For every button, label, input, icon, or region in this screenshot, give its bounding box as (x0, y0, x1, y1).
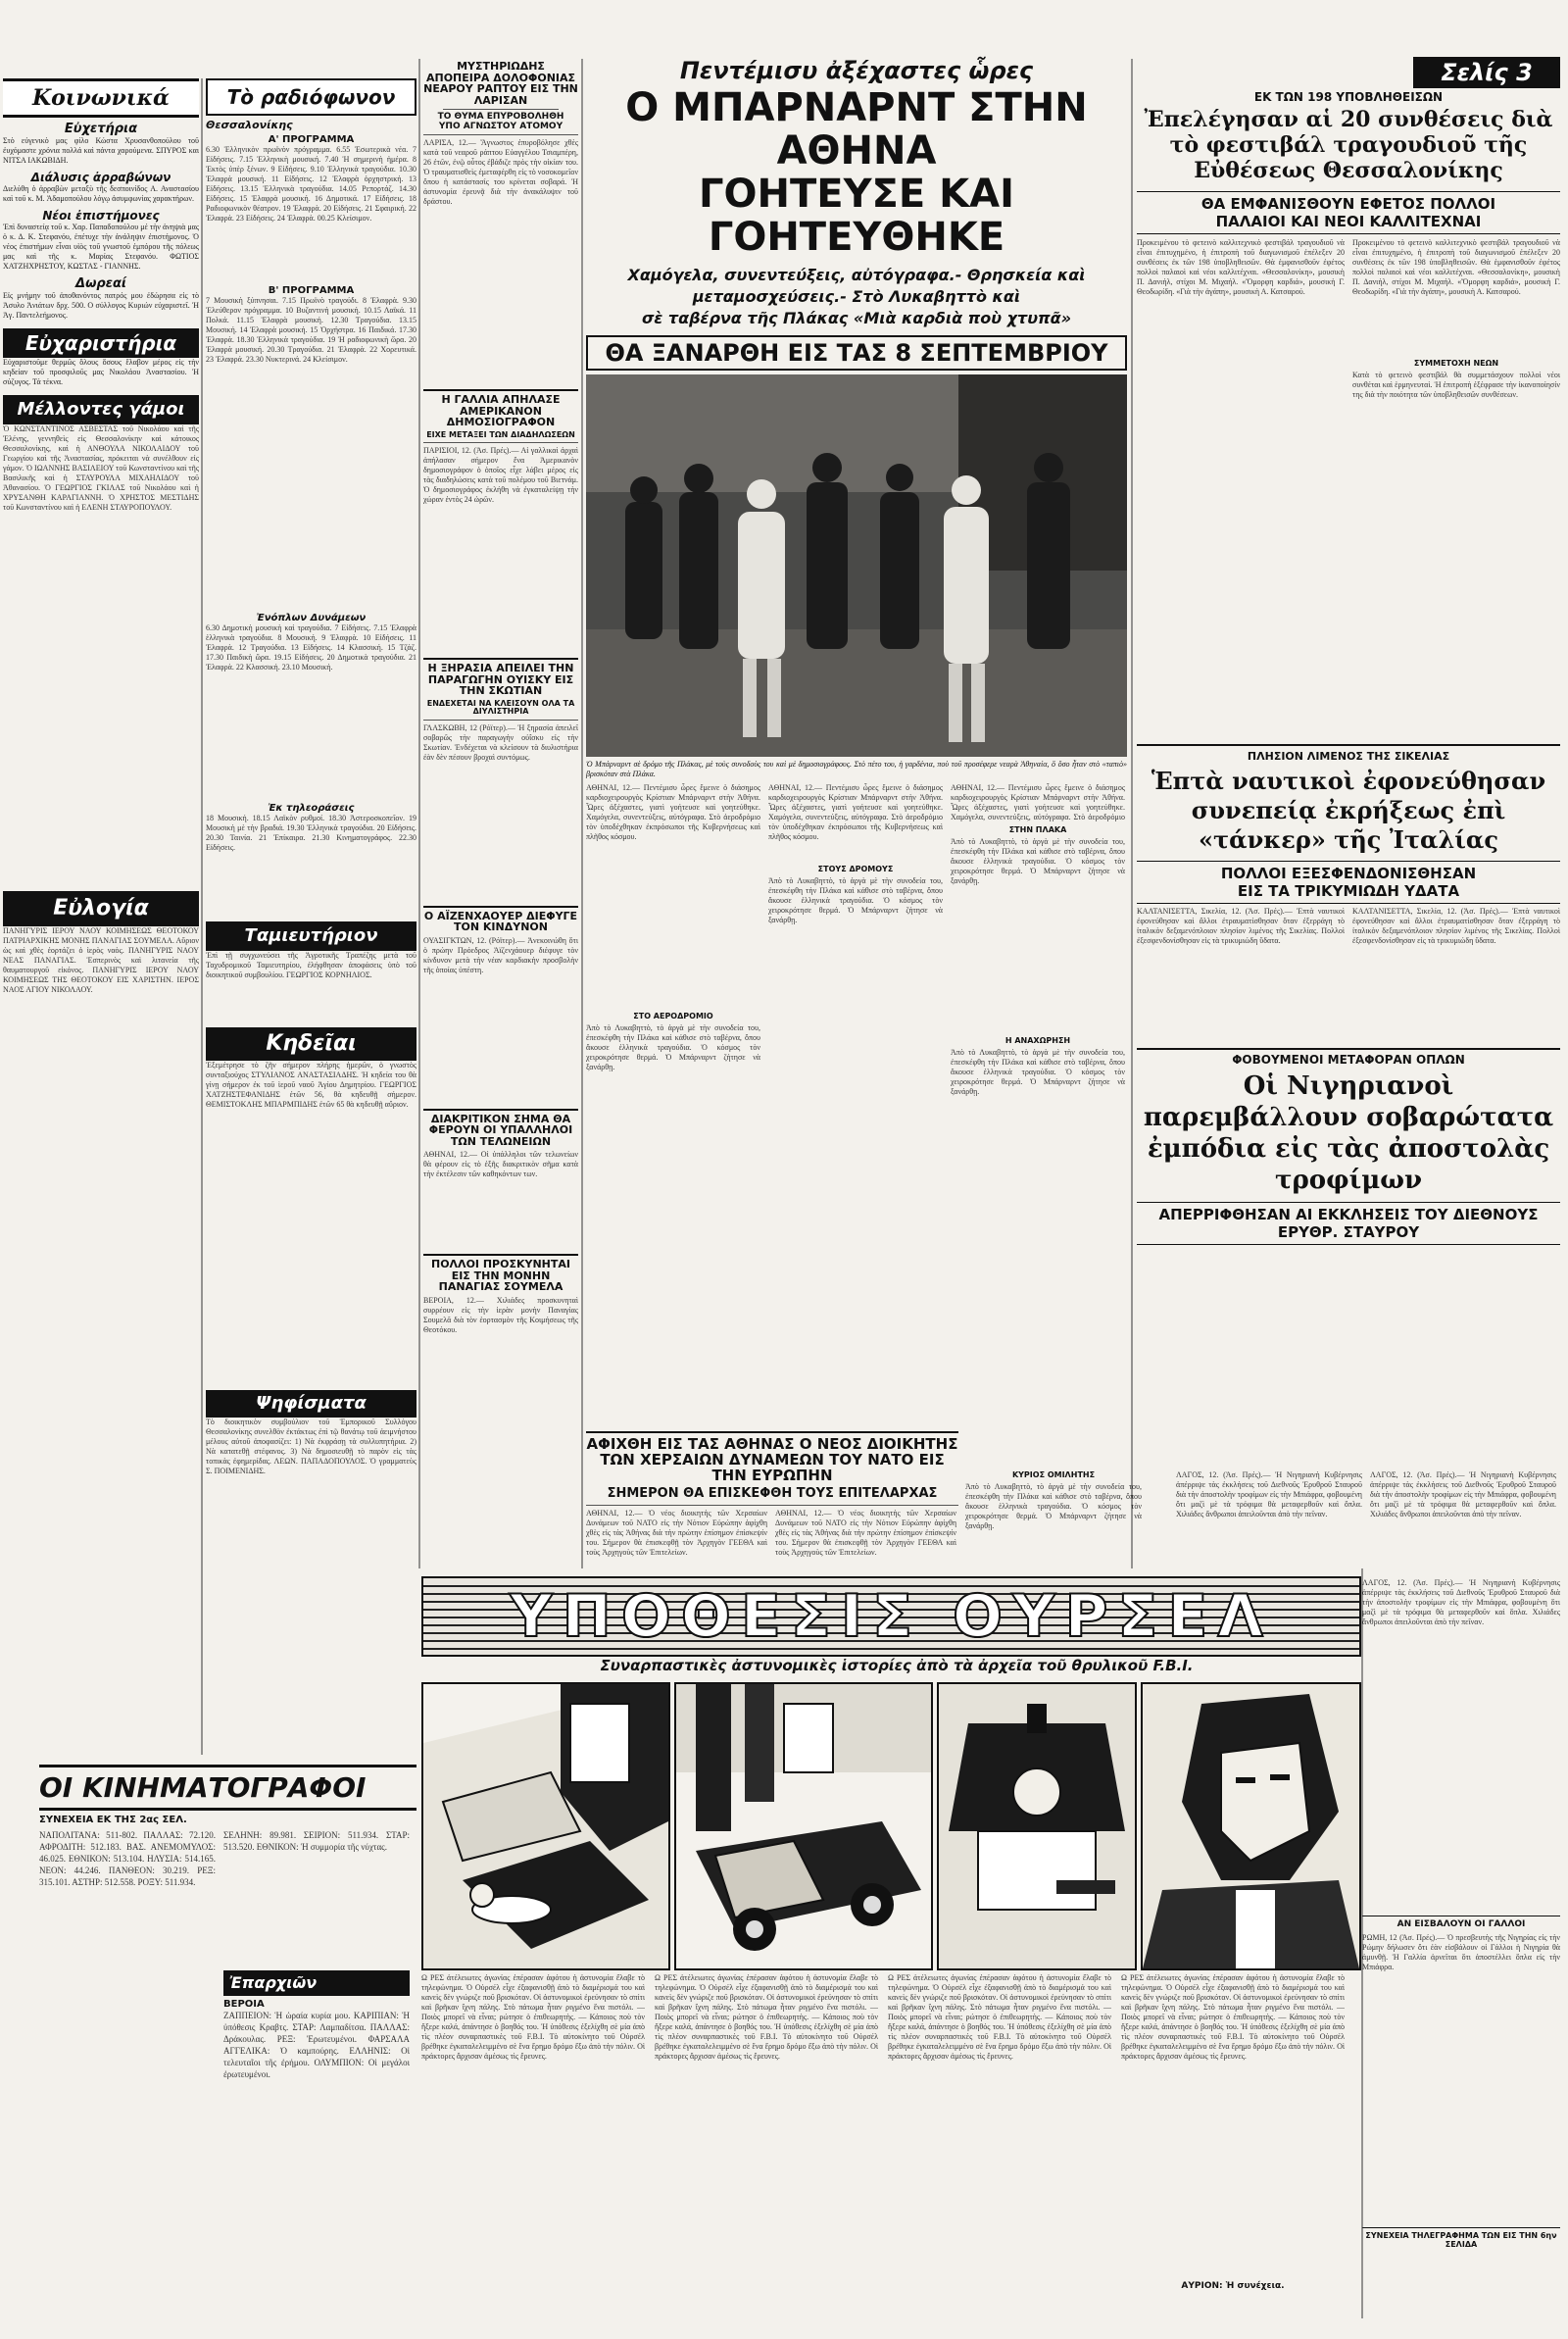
psifismata-title: Ψηφίσματα (206, 1390, 416, 1418)
eychetiria-text: Στὸ εὐγενικὸ μας φίλο Κώστα Χρυσανθοπούλου τοῦ ἐυχόμαστε χρόνια πολλά καὶ πάντα χαρούμενα. ΣΠΥΡΟΣ και ΝΙΤΣΑ ΙΑΚΩΒΙΔΗ. (3, 136, 199, 165)
comic-panel-2-art (676, 1684, 931, 1968)
dorea-heading: Δωρεαί (75, 276, 126, 291)
aizenhauer-headline: Ο ΑΪΖΕΝΧΑΟΥΕΡ ΔΙΕΦΥΓΕ ΤΟΝ ΚΙΝΔΥΝΟΝ (423, 906, 578, 933)
bernard-story (586, 57, 1127, 1229)
comic-story-col2: Ω ΡΕΣ ἀτέλειωτες ἀγωνίας ἐπέρασαν ἀφότου ἡ ἀστυνομία ἔλαβε τὸ τηλεφώνημα. Ὁ Οὐρσέλ εἶχε ἐξαφανισθῇ ἀπὸ τὸ διαμέρισμά του καὶ κανεὶς δὲν γνώριζε ποῦ βρισκόταν. Οἱ ἀστυνομικοὶ ἐρεύνησαν τὸ σπίτι καὶ βρῆκαν ἴχνη πάλης. Στὸ πάτωμα ἦταν ριγμένο ἕνα πιστόλι. — Ποιὸς μπορεῖ νὰ εἶναι; ρώτησε ὁ ἐπιθεωρητὴς. — Κάποιος ποὺ τὸν ἤξερε καλά, ἀπάντησε ὁ βοηθός του. Ἡ ὑπόθεσις ἐξελίχθη σὲ μία ἀπὸ τὶς πλέον συναρπαστικὲς τοῦ F.B.I. Τὸ αὐτοκίνητο τοῦ Οὐρσέλ βρέθηκε ἐγκαταλελειμμένο σὲ ἕνα ἔρημο δρόμο ἔξω ἀπὸ τὴν πόλιν. Οἱ πράκτορες ἄρχισαν ἀμέσως τὶς ἔρευνες. (655, 1973, 878, 2061)
bernard-text-col1b: Ἀπὸ τὸ Λυκαβηττὸ, τὸ ἀργὰ μὲ τὴν συνοδεία του, ἐπεσκέφθη τὴν Πλάκα καὶ κάθισε στὸ ταβέρνα, ὅπου ἄκουσε ἑλληνικὰ τραγούδια. Ὁ κόσμος τὸν χειροκρότησε θερμά. Ὁ Μπάρναρντ ζήτησε νὰ ξανάρθῃ. (586, 1023, 760, 1071)
bernard-headline-1: Ο ΜΠΑΡΝΑΡΝΤ ΣΤΗΝ ΑΘΗΝΑ (625, 85, 1088, 174)
epithesi-sub1: ΤΟ ΘΥΜΑ ΕΠΥΡΟΒΟΛΗΘΗ (437, 112, 564, 123)
comic-footer: ΑΥΡΙΟΝ: Ἡ συνέχεια. (1181, 2281, 1285, 2291)
radio-program-b-text: 7 Μουσικὴ ξύπνησαι. 7.15 Πρωϊνὸ τραγούδι. 8 Ἐλαφρὰ. 9.30 Ἐλεύθερον πρόγραμμα. 10 Βυζαντινὴ μουσική. 10.15 Λαϊκά. 11 Πολκά. 11.15 Ἐλαφρὰ μουσική. 12.30 Τραγούδια. 13.15 Μουσική. 14 Ἐλαφρὰ μουσική. 15 Ὀρχήστρα. 16 Παιδικά. 17.30 Ἐλαφρὰ. 18.30 Ἑλληνικὰ τραγούδια. 19 Ἡ ραδιοφωνικὴ ὥρα. 20 Ἐλαφρὰ μουσική. 20.30 Τραγούδια. 21 Ἐλαφρὰ. 22 Χορευτικά. 23 Ἐλαφρά. 23.30 Νυκτερινά. 24 Κλείσιμον. (206, 296, 416, 364)
comic-panel-1-art (423, 1684, 668, 1968)
bernard-text-col2b: Ἀπὸ τὸ Λυκαβηττὸ, τὸ ἀργὰ μὲ τὴν συνοδεία του, ἐπεσκέφθη τὴν Πλάκα καὶ κάθισε στὸ ταβέρνα, ὅπου ἄκουσε ἑλληνικὰ τραγούδια. Ὁ κόσμος τὸν χειροκρότησε θερμά. Ὁ Μπάρναρντ ζήτησε νὰ ξανάρθῃ. (768, 876, 943, 924)
comic-panel-4-art (1143, 1684, 1359, 1968)
radio-program-b-heading: Β' ΠΡΟΓΡΑΜΜΑ (268, 285, 355, 296)
bernard-subhead-1: Χαμόγελα, συνεντεύξεις, αὐτόγραφα.- Θρησκεία καὶ μεταμοσχεύσεις.- Στὸ Λυκαβηττὸ καὶ (627, 266, 1086, 306)
comic-story-col3: Ω ΡΕΣ ἀτέλειωτες ἀγωνίας ἐπέρασαν ἀφότου ἡ ἀστυνομία ἔλαβε τὸ τηλεφώνημα. Ὁ Οὐρσέλ εἶχε ἐξαφανισθῇ ἀπὸ τὸ διαμέρισμά του καὶ κανεὶς δὲν γνώριζε ποῦ βρισκόταν. Οἱ ἀστυνομικοὶ ἐρεύνησαν τὸ σπίτι καὶ βρῆκαν ἴχνη πάλης. Στὸ πάτωμα ἦταν ριγμένο ἕνα πιστόλι. — Ποιὸς μπορεῖ νὰ εἶναι; ρώτησε ὁ ἐπιθεωρητὴς. — Κάποιος ποὺ τὸν ἤξερε καλά, ἀπάντησε ὁ βοηθός του. Ἡ ὑπόθεσις ἐξελίχθη σὲ μία ἀπὸ τὶς πλέον συναρπαστικὲς τοῦ F.B.I. Τὸ αὐτοκίνητο τοῦ Οὐρσέλ βρέθηκε ἐγκαταλελειμμένο σὲ ἕνα ἔρημο δρόμο ἔξω ἀπὸ τὴν πόλιν. Οἱ πράκτορες ἄρχισαν ἀμέσως τὶς ἔρευνες. (888, 1973, 1111, 2061)
sikelia-kicker: ΠΛΗΣΙΟΝ ΛΙΜΕΝΟΣ ΤΗΣ ΣΙΚΕΛΙΑΣ (1137, 744, 1560, 763)
ksirasia-sub: ΕΝΔΕΧΕΤΑΙ ΝΑ ΚΛΕΙΣΟΥΝ ΟΛΑ ΤΑ ΔΙΥΛΙΣΤΗΡΙΑ (423, 700, 578, 721)
eparchion-title: Ἐπαρχιῶν (223, 1970, 410, 1996)
gallos-heading: ΑΝ ΕΙΣΒΑΛΟΥΝ ΟΙ ΓΑΛΛΟΙ (1362, 1916, 1560, 1929)
eychetiria-heading: Εὐχετήρια (64, 122, 138, 136)
right-column (1137, 57, 1560, 1245)
sikelia-sub1: ΠΟΛΛΟΙ ΕΞΕΣΦΕΝΔΟΝΙΣΘΗΣΑΝ (1137, 861, 1560, 882)
comic-panel-4 (1141, 1682, 1361, 1970)
psifismata-text: Τὸ διοικητικὸν συμβούλιον τοῦ Ἐμπορικοῦ Συλλόγου Θεσσαλονίκης συνελθὸν ἐκτάκτως ἐπὶ τῷ θανάτῳ τοῦ ἀειμνήστου μέλους αὐτοῦ ἀποφασίζει: 1) Νὰ ἐκφράσῃ τὰ συλλυπητήρια. 2) Νὰ κατατεθῇ στέφανος. 3) Νὰ δημοσιευθῇ τὸ παρὸν εἰς τὰς τοπικὰς ἐφημερίδας. ΛΕΩΝ. ΠΑΠΑΔΟΠΟΥΛΟΣ. Ὁ γραμματεὺς Σ. ΠΟΙΜΕΝΙΔΗΣ. (206, 1418, 416, 1475)
comic-story-col4: Ω ΡΕΣ ἀτέλειωτες ἀγωνίας ἐπέρασαν ἀφότου ἡ ἀστυνομία ἔλαβε τὸ τηλεφώνημα. Ὁ Οὐρσέλ εἶχε ἐξαφανισθῇ ἀπὸ τὸ διαμέρισμά του καὶ κανεὶς δὲν γνώριζε ποῦ βρισκόταν. Οἱ ἀστυνομικοὶ ἐρεύνησαν τὸ σπίτι καὶ βρῆκαν ἴχνη πάλης. Στὸ πάτωμα ἦταν ριγμένο ἕνα πιστόλι. — Ποιὸς μπορεῖ νὰ εἶναι; ρώτησε ὁ ἐπιθεωρητὴς. — Κάποιος ποὺ τὸν ἤξερε καλά, ἀπάντησε ὁ βοηθός του. Ἡ ὑπόθεσις ἐξελίχθη σὲ μία ἀπὸ τὶς πλέον συναρπαστικὲς τοῦ F.B.I. Τὸ αὐτοκίνητο τοῦ Οὐρσέλ βρέθηκε ἐγκαταλελειμμένο σὲ ἕνα ἔρημο δρόμο ἔξω ἀπὸ τὴν πόλιν. Οἱ πράκτορες ἄρχισαν ἀμέσως τὶς ἔρευνες. (1121, 1973, 1345, 2061)
sikelia-text-2: ΚΑΛΤΑΝΙΣΕΤΤΑ, Σικελία, 12. (Ἀσ. Πρές).— Ἑπτὰ ναυτικοὶ ἐφονεύθησαν καὶ ἄλλοι ἐτραυματίσθησαν ὅταν ἐξερράγη τὸ ἰταλικὸν δεξαμενόπλοιον πλησίον λιμένος τῆς Σικελίας. Πολλοὶ ἐξεσφενδονίσθησαν εἰς τὰ τρικυμιώδη ὕδατα. (1352, 907, 1560, 945)
comic-panel-1 (421, 1682, 670, 1970)
eylogia-title: Εὐλογία (3, 891, 199, 926)
comic-title-text: ΥΠΟΘΕΣΙΣ ΟΥΡΣΕΛ (510, 1582, 1273, 1651)
nigiria-right-strip (1362, 1578, 1560, 2249)
comic-section (421, 1576, 1357, 2321)
comic-panel-2 (674, 1682, 933, 1970)
nato-text-2: ΑΘΗΝΑΙ, 12.— Ὁ νέος διοικητὴς τῶν Χερσαίων Δυνάμεων τοῦ ΝΑΤΟ εἰς τὴν Νότιον Εὐρώπην ἀφίχθη χθὲς εἰς τὰς Ἀθήνας διὰ τὴν πρώτην ἐπίσημον ἐπίσκεψίν του. Σήμερον θὰ ἐπισκεφθῇ τὸν Ἀρχηγὸν ΓΕΕΘΑ καὶ τοὺς Ἀρχηγοὺς τῶν Ἐπιτελείων. (775, 1508, 956, 1557)
epithesi-sub2: ΥΠΟ ΑΓΝΩΣΤΟΥ ΑΤΟΜΟΥ (423, 123, 578, 135)
dialysis-text: Διελύθη ὁ ἀρραβὼν μεταξὺ τῆς δεσποινίδος Α. Αναστασίου καὶ τοῦ κ. Μ. Ἀδαμοπούλου λόγῳ ἀσυμφωνίας χαρακτήρων. (3, 184, 199, 203)
nigiria-sub: ΑΠΕΡΡΙΦΘΗΣΑΝ ΑΙ ΕΚΚΛΗΣΕΙΣ ΤΟΥ ΔΙΕΘΝΟΥΣ ΕΡΥΘΡ. ΣΤΑΥΡΟΥ (1137, 1202, 1560, 1245)
dorea-text: Εἰς μνήμην τοῦ ἀποθανόντος πατρός μου ἐδώρησα εἰς τὸ Ἀσυλο Ἀνιάτων δρχ. 500. Ο σύλλογος Κυριών εὐχαριστεῖ. Ἡ Ἀγ. Παντελεήμονος. (3, 291, 199, 320)
festival-symmetochi-text: Κατὰ τὸ φετεινὸ φεστιβάλ θὰ συμμετάσχουν πολλοὶ νέοι συνθέται καὶ ἑρμηνευταὶ. Ἡ ἐπιτροπὴ ἐξέφρασε τὴν ἱκανοποίησίν της διὰ τὴν ποιότητα τῶν ὑποβληθεισῶν συνθέσεων. (1352, 371, 1560, 399)
sikelia-text-1: ΚΑΛΤΑΝΙΣΕΤΤΑ, Σικελία, 12. (Ἀσ. Πρές).— Ἑπτὰ ναυτικοὶ ἐφονεύθησαν καὶ ἄλλοι ἐτραυματίσθησαν ὅταν ἐξερράγη τὸ ἰταλικὸν δεξαμενόπλοιον πλησίον λιμένος τῆς Σικελίας. Πολλοὶ ἐξεσφενδονίσθησαν εἰς τὰ τρικυμιώδη ὕδατα. (1137, 907, 1345, 945)
comic-panel-3 (937, 1682, 1137, 1970)
comic-title (421, 1576, 1361, 1657)
kyrios-omilitis-text: Ἀπὸ τὸ Λυκαβηττὸ, τὸ ἀργὰ μὲ τὴν συνοδεία του, ἐπεσκέφθη τὴν Πλάκα καὶ κάθισε στὸ ταβέρνα, ὅπου ἄκουσε ἑλληνικὰ τραγούδια. Ὁ κόσμος τὸν χειροκρότησε θερμά. Ὁ Μπάρναρντ ζήτησε νὰ ξανάρθῃ. (965, 1482, 1142, 1530)
comic-subtitle: Συναρπαστικὲς ἀστυνομικὲς ἱστορίες ἀπὸ τὰ ἀρχεῖα τοῦ θρυλικοῦ F.B.I. (600, 1657, 1194, 1674)
cinemas-list-right: ΣΕΛΗΝΗ: 89.981. ΣΕΙΡΙΟΝ: 511.934. ΣΤΑΡ: 513.520. ΕΘΝΙΚΟΝ: Ἡ συμμορία τῆς νύχτας. (223, 1830, 410, 1852)
galla-sub: ΕΙΧΕ ΜΕΤΑΞΕΙ ΤΩΝ ΔΙΑΔΗΛΩΣΕΩΝ (423, 431, 578, 443)
page-number: Σελίς 3 (1413, 57, 1560, 88)
bernard-heading-anachorisi: Η ΑΝΑΧΩΡΗΣΗ (1004, 1036, 1071, 1045)
tamieftirio-text: Ἐπὶ τῇ συγχωνεύσει τῆς Ἀγροτικῆς Τραπέζης μετὰ τοῦ Ταχυδρομικοῦ Ταμιευτηρίου, ἐλήφθησαν ἀποφάσεις ὑπὸ τοῦ διοικητικοῦ συμβουλίου. ΓΕΩΡΓΙΟΣ ΚΟΡΝΗΛΙΟΣ. (206, 951, 416, 979)
festival-sub1: ΘΑ ΕΜΦΑΝΙΣΘΟΥΝ ΕΦΕΤΟΣ ΠΟΛΛΟΙ (1137, 191, 1560, 213)
radio-enoplon-heading: Ἐνόπλων Δυνάμεων (256, 613, 367, 623)
bernard-text-col3b: Ἀπὸ τὸ Λυκαβηττὸ, τὸ ἀργὰ μὲ τὴν συνοδεία του, ἐπεσκέφθη τὴν Πλάκα καὶ κάθισε στὸ ταβέρνα, ὅπου ἄκουσε ἑλληνικὰ τραγούδια. Ὁ κόσμος τὸν χειροκρότησε θερμά. Ὁ Μπάρναρντ ζήτησε νὰ ξανάρθῃ. (951, 837, 1125, 885)
festival-kicker: ΕΚ ΤΩΝ 198 ΥΠΟΒΛΗΘΕΙΣΩΝ (1253, 90, 1444, 104)
bernard-text-col3c: Ἀπὸ τὸ Λυκαβηττὸ, τὸ ἀργὰ μὲ τὴν συνοδεία του, ἐπεσκέφθη τὴν Πλάκα καὶ κάθισε στὸ ταβέρνα, ὅπου ἄκουσε ἑλληνικὰ τραγούδια. Ὁ κόσμος τὸν χειροκρότησε θερμά. Ὁ Μπάρναρντ ζήτησε νὰ ξανάρθῃ. (951, 1048, 1125, 1096)
radio-tileoraseis-text: 18 Μουσική. 18.15 Λαϊκὸν ρυθμοί. 18.30 Ἀστεροσκοπεῖον. 19 Μουσικὴ μὲ τὴν βραδιά. 19.30 Ἑλληνικὰ τραγούδια. 20 Εἰδήσεις. 20.30 Ταινία. 21 Ἐπίκαιρα. 21.30 Κινηματογράφος. 22.30 Εἰδήσεις. (206, 814, 416, 852)
festival-sub2: ΠΑΛΑΙΟΙ ΚΑΙ ΝΕΟΙ ΚΑΛΛΙΤΕΧΝΑΙ (1137, 213, 1560, 234)
news-column-3 (423, 61, 578, 1463)
bernard-photo (586, 374, 1127, 757)
radio-enoplon-text: 6.30 Δημοτικὴ μουσικὴ καὶ τραγούδια. 7 Εἰδήσεις. 7.15 Ἐλαφρὰ ἑλληνικὰ τραγούδια. 8 Μουσική. 9 Ἐλαφρὰ. 10 Εἰδήσεις. 11 Ἐλαφρὰ. 12 Τραγούδια. 13 Εἰδήσεις. 14 Κλασσική. 15 Τζάζ. 17.30 Παιδικὴ ὥρα. 19.15 Εἰδήσεις. 20 Δημοτικὰ τραγούδια. 21 Ἐλαφρὰ. 22 Κλασσική. 23.10 Μουσική. (206, 623, 416, 672)
bernard-headline-2: ΓΟΗΤΕΥΣΕ ΚΑΙ ΓΟΗΤΕΥΘΗΚΕ (699, 172, 1014, 260)
nigiria-footer: ΣΥΝΕΧΕΙΑ ΤΗΛΕΓΡΑΦΗΜΑ ΤΩΝ ΕΙΣ ΤΗΝ 6ην ΣΕΛΙΔΑ (1362, 2227, 1560, 2249)
bernard-text-col1: ΑΘΗΝΑΙ, 12.— Πεντέμισυ ὧρες ἔμεινε ὁ διάσημος καρδιοχειρουργὸς Κρίστιαν Μπάρναρντ στὴν Ἀθήνα. Ὧρες ἀξέχαστες, γιατὶ γοήτευσε καὶ γοητεύθηκε. Χαμόγελα, συνεντεύξεις, αὐτόγραφα. Στὸ ἀεροδρόμιο τὸν ὑποδέχθηκαν ἐκπρόσωποι τῆς Κυβερνήσεως καὶ πλῆθος κόσμου. (586, 783, 760, 841)
radio-title: Τὸ ραδιόφωνον (206, 78, 416, 116)
festival-text-2: Προκειμένου τὸ φετεινὸ καλλιτεχνικὸ φεστιβάλ τραγουδιοῦ νὰ εἶναι ἐπιτυχημένο, ἡ ἐπιτροπὴ τοῦ διαγωνισμοῦ ἐπέλεξεν 20 συνθέσεις ἐκ τῶν 198 ὑποβληθεισῶν. Θὰ ἐμφανισθοῦν ἐφέτος πολλοὶ παλαιοὶ καὶ νέοι καλλιτέχναι. «Θεσσαλονίκη», μουσικὴ Π. Δανιήλ, στίχοι Μ. Μιχαήλ. «Ὅμορφη καρδιά», μουσικὴ Γ. Θεοδωρίδη. «Γιὰ τὴν ἀγάπη», μουσικὴ Α. Κατσαρού. (1352, 238, 1560, 296)
nigiria-headline: Οἱ Νιγηριανοὶ παρεμβάλλουν σοβαρώτατα ἐμπόδια εἰς τὰς ἀποστολὰς τροφίμων (1143, 1071, 1554, 1195)
galla-text: ΠΑΡΙΣΙΟΙ, 12. (Ἀσ. Πρές).— Αἱ γαλλικαὶ ἀρχαὶ ἀπήλασαν σήμερον ἕνα Ἀμερικανὸν δημοσιογράφον ὁ ὁποῖος εἶχε λάβει μέρος εἰς τὰς διαδηλώσεις κατὰ τοῦ πολέμου τοῦ Βιετνάμ. Ὁ δημοσιογράφος ἐκλήθη νὰ ἐγκαταλείψῃ τὴν χώραν ἐντὸς 24 ὡρῶν. (423, 446, 578, 505)
galla-headline: Η ΓΑΛΛΙΑ ΑΠΗΛΑΣΕ ΑΜΕΡΙΚΑΝΟΝ ΔΗΜΟΣΙΟΓΡΑΦΟΝ (423, 389, 578, 428)
eycharistiria-text: Εὐχαριστοῦμε θερμῶς ὅλους ὅσους ἔλαβον μέρος εἰς τὴν κηδείαν τοῦ προσφιλοῦς μας Νικολάου Ἀναστασίου. Ἡ σύζυγος. Τά τέκνα. (3, 358, 199, 386)
ksirasia-text: ΓΛΑΣΚΩΒΗ, 12 (Ρόϊτερ).— Ἡ ξηρασία ἀπειλεῖ σοβαρῶς τὴν παραγωγὴν οὐΐσκυ εἰς τὴν Σκωτίαν. Ἐνδέχεται νὰ κλείσουν τὰ διυλιστήρια ἐὰν δὲν πέσουν βροχαὶ συντόμως. (423, 722, 578, 762)
comic-story-col1: Ω ΡΕΣ ἀτέλειωτες ἀγωνίας ἐπέρασαν ἀφότου ἡ ἀστυνομία ἔλαβε τὸ τηλεφώνημα. Ὁ Οὐρσέλ εἶχε ἐξαφανισθῇ ἀπὸ τὸ διαμέρισμά του καὶ κανεὶς δὲν γνώριζε ποῦ βρισκόταν. Οἱ ἀστυνομικοὶ ἐρεύνησαν τὸ σπίτι καὶ βρῆκαν ἴχνη πάλης. Στὸ πάτωμα ἦταν ριγμένο ἕνα πιστόλι. — Ποιὸς μπορεῖ νὰ εἶναι; ρώτησε ὁ ἐπιθεωρητὴς. — Κάποιος ποὺ τὸν ἤξερε καλά, ἀπάντησε ὁ βοηθός του. Ἡ ὑπόθεσις ἐξελίχθη σὲ μία ἀπὸ τὶς πλέον συναρπαστικὲς τοῦ F.B.I. Τὸ αὐτοκίνητο τοῦ Οὐρσέλ βρέθηκε ἐγκαταλελειμμένο σὲ ἕνα ἔρημο δρόμο ἔξω ἀπὸ τὴν πόλιν. Οἱ πράκτορες ἄρχισαν ἀμέσως τὶς ἔρευνες. (421, 1973, 645, 2061)
koinonika-column (3, 78, 199, 1299)
eparchion-list: ΖΑΠΠΕΙΟΝ: Ἡ ὡραία κυρία μου. ΚΑΡΙΠΙΑΝ: Ἡ ὑπόθεσις Κραβτς. ΣΤΑΡ: Λαμπαδίτσα. ΠΑΛΛΑΣ: Δράκουλας. ΡΕΞ: Ἐρωτευμένοι. ΦΑΡΣΑΛΑ ΑΓΓΕΛΙΚΑ: Ὁ καμπούρης. ΕΛΛΗΝΙΣ: Οἱ τελευταῖοι τῆς ἐρήμου. ΟΛΥΜΠΙΟΝ: Οἱ μεγάλοι ἐρωτευμένοι. (223, 2011, 410, 2079)
nato-text-1: ΑΘΗΝΑΙ, 12.— Ὁ νέος διοικητὴς τῶν Χερσαίων Δυνάμεων τοῦ ΝΑΤΟ εἰς τὴν Νότιον Εὐρώπην ἀφίχθη χθὲς εἰς τὰς Ἀθήνας διὰ τὴν πρώτην ἐπίσημον ἐπίσκεψίν του. Σήμερον θὰ ἐπισκεφθῇ τὸν Ἀρχηγὸν ΓΕΕΘΑ καὶ τοὺς Ἀρχηγοὺς τῶν Ἐπιτελείων. (586, 1508, 767, 1557)
veroia-label: ΒΕΡΟΙΑ (223, 1999, 265, 2010)
bernard-heading-plaka: ΣΤΗΝ ΠΛΑΚΑ (1008, 825, 1067, 834)
kyrios-omilitis (965, 1470, 1142, 1590)
tamieftirio-title: Ταμιευτήριον (206, 921, 416, 951)
mellontes-gamoi-text: Ὁ ΚΩΝΣΤΑΝΤΙΝΟΣ ΑΣΒΕΣΤΑΣ τοῦ Νικολάου καὶ τῆς Ἑλένης, γεννηθεὶς εἰς Θεσσαλονίκην καὶ κάτοικος Θεσσαλονίκης, καὶ ἡ ΑΝΘΟΥΛΑ ΝΙΚΟΛΑΙΔΟΥ τοῦ Γεωργίου καὶ τῆς Ἀναστασίας, πρόκειται νὰ συνέλθουν εἰς γάμον. Ὁ ΙΩΑΝΝΗΣ ΒΑΣΙΛΕΙΟΥ τοῦ Κωνσταντίνου καὶ τῆς Βασιλικῆς καὶ ἡ ΣΤΑΥΡΟΥΛΑ ΜΙΧΑΗΛΙΔΟΥ τοῦ Ἀθανασίου. Ὁ ΓΕΩΡΓΙΟΣ ΓΚΙΛΑΣ τοῦ Νικολάου καὶ ἡ ΧΡΥΣΑΝΘΗ ΚΑΡΑΓΙΑΝΝΗ. Ὁ ΧΡΗΣΤΟΣ ΜΕΣΤΙΔΗΣ τοῦ Κωνσταντίνου καὶ ἡ ΕΛΕΝΗ ΣΤΑΥΡΟΠΟΥΛΟΥ. (3, 424, 199, 512)
nato-headline: ΑΦΙΧΘΗ ΕΙΣ ΤΑΣ ΑΘΗΝΑΣ Ο ΝΕΟΣ ΔΙΟΙΚΗΤΗΣ ΤΩΝ ΧΕΡΣΑΙΩΝ ΔΥΝΑΜΕΩΝ ΤΟΥ ΝΑΤΟ ΕΙΣ ΤΗΝ ΕΥΡΩΠΗΝ (586, 1431, 958, 1483)
bernard-heading-aerodromio: ΣΤΟ ΑΕΡΟΔΡΟΜΙΟ (633, 1012, 713, 1020)
ksirasia-headline: Η ΞΗΡΑΣΙΑ ΑΠΕΙΛΕΙ ΤΗΝ ΠΑΡΑΓΩΓΗΝ ΟΥΙΣΚΥ ΕΙΣ ΤΗΝ ΣΚΩΤΙΑΝ (423, 658, 578, 697)
epithesi-headline: ΜΥΣΤΗΡΙΩΔΗΣ ΑΠΟΠΕΙΡΑ ΔΟΛΟΦΟΝΙΑΣ ΝΕΑΡΟΥ ΡΑΠΤΟΥ ΕΙΣ ΤΗΝ ΛΑΡΙΣΑΝ (423, 60, 578, 107)
bernard-text-col3: ΑΘΗΝΑΙ, 12.— Πεντέμισυ ὧρες ἔμεινε ὁ διάσημος καρδιοχειρουργὸς Κρίστιαν Μπάρναρντ στὴν Ἀθήνα. Ὧρες ἀξέχαστες, γιατὶ γοήτευσε καὶ γοητεύθηκε. Χαμόγελα, συνεντεύξεις, αὐτόγραφα. Στὸ ἀεροδρόμιο (951, 783, 1125, 821)
bernard-photo-caption: Ὁ Μπάρναρντ σὲ δρόμο τῆς Πλάκας, μὲ τοὺς συνοδοὺς του καὶ μὲ δημοσιογράφους. Στὸ πέτο του, ἡ γαρδένια, ποὺ τοῦ προσέφερε νεαρὰ Ἀθηναία, ὅ ὅσο ἦταν στὸ «ταπιὸ» βρισκόταν στὰ Πλάκα. (586, 760, 1127, 778)
sikelia-headline: Ἑπτὰ ναυτικοὶ ἐφονεύθησαν συνεπείᾳ ἐκρήξεως ἐπὶ «τάνκερ» τῆς Ἰταλίας (1151, 767, 1546, 854)
nigiria-body (1176, 1470, 1560, 1568)
kideiai-title: Κηδεῖαι (206, 1027, 416, 1061)
aizenhauer-text: ΟΥΑΣΙΓΚΤΩΝ, 12. (Ρόϊτερ).— Ἀνεκοινώθη ὅτι ὁ πρώην Πρόεδρος Ἀϊζενχάουερ διέφυγε τὸν κίνδυνον μετὰ τὴν νέαν καρδιακὴν προσβολὴν τῆς ὁποίας ὑπέστη. (423, 935, 578, 974)
neoi-epistimones-heading: Νέοι ἐπιστήμονες (42, 209, 160, 223)
nigiria-text-1: ΛΑΓΟΣ, 12. (Ἀσ. Πρές).— Ἡ Νιγηριανὴ Κυβέρνησις ἀπέρριψε τὰς ἐκκλήσεις τοῦ Διεθνοῦς Ἐρυθροῦ Σταυροῦ διὰ τὴν ἀποστολὴν τροφίμων εἰς τὴν Μπιάφρα, φοβουμένη ὅτι μαζὶ μὲ τὰ τρόφιμα θὰ μεταφερθοῦν καὶ ὅπλα. Χιλιάδες ἄνθρωποι ἀπειλοῦνται ἀπὸ τὴν πεῖναν. (1176, 1470, 1362, 1518)
diakritikon-text: ΑΘΗΝΑΙ, 12.— Οἱ ὑπάλληλοι τῶν τελωνείων θὰ φέρουν εἰς τὸ ἑξῆς διακριτικὸν σῆμα κατὰ τὴν ἐκτέλεσιν τῶν καθηκόντων των. (423, 1150, 578, 1179)
radio-program-a-text: 6.30 Ἑλληνικὸν πρωϊνὸν πρόγραμμα. 6.55 Ἐσωτερικὰ νέα. 7 Εἰδήσεις. 7.15 Ἑλληνικὴ μουσική. 7.40 Ἡ σημερινὴ ἡμέρα. 8 Ἐκτὸς ὑπὲρ ξένων. 9 Εἰδήσεις. 9.10 Ἑλληνικὰ τραγούδια. 10.30 Ἐλαφρὰ μουσική. 11 Εἰδήσεις. 12 Ἐλαφρὰ ὀρχηστρική. 13 Εἰδήσεις. 13.15 Ἑλληνικὰ τραγούδια. 14.05 Ρεπορτάζ. 14.30 Εἰδήσεις. 15 Ἐλαφρὰ μουσική. 16 Δημοτικά. 17 Εἰδήσεις. 18 Ραδιοφωνικὸν θέατρον. 19 Ἐλαφρὰ. 20 Εἰδήσεις. 21 Σφαιρική. 22 Ἐλαφρὰ. 23 Εἰδήσεις. 24 Ἐλαφρὰ. 00.25 Κλείσιμον. (206, 145, 416, 223)
festival-text-1: Προκειμένου τὸ φετεινὸ καλλιτεχνικὸ φεστιβάλ τραγουδιοῦ νὰ εἶναι ἐπιτυχημένο, ἡ ἐπιτροπὴ τοῦ διαγωνισμοῦ ἐπέλεξεν 20 συνθέσεις ἐκ τῶν 198 ὑποβληθεισῶν. Θὰ ἐμφανισθοῦν ἐφέτος πολλοὶ παλαιοὶ καὶ νέοι καλλιτέχναι. «Θεσσαλονίκη», μουσικὴ Π. Δανιήλ, στίχοι Μ. Μιχαήλ. «Ὅμορφη καρδιά», μουσικὴ Γ. Θεοδωρίδη. «Γιὰ τὴν ἀγάπη», μουσικὴ Α. Κατσαρού. (1137, 238, 1345, 296)
sikelia-sub2: ΕΙΣ ΤΑ ΤΡΙΚΥΜΙΩΔΗ ΥΔΑΤΑ (1137, 882, 1560, 904)
proskynites-text: ΒΕΡΟΙΑ, 12.— Χιλιάδες προσκυνηταὶ συρρέουν εἰς τὴν ἱερὰν μονὴν Παναγίας Σουμελᾶ διὰ τὸν ἑορτασμὸν τῆς Κοιμήσεως τῆς Θεοτόκου. (423, 1295, 578, 1334)
radio-tileoraseis-heading: Ἐκ τηλεοράσεις (268, 803, 355, 814)
radio-column (206, 78, 416, 1565)
eycharistiria-title: Εὐχαριστήρια (3, 328, 199, 358)
bernard-text-col2: ΑΘΗΝΑΙ, 12.— Πεντέμισυ ὧρες ἔμεινε ὁ διάσημος καρδιοχειρουργὸς Κρίστιαν Μπάρναρντ στὴν Ἀθήνα. Ὧρες ἀξέχαστες, γιατὶ γοήτευσε καὶ γοητεύθηκε. Χαμόγελα, συνεντεύξεις, αὐτόγραφα. Στὸ ἀεροδρόμιο τὸν ὑποδέχθηκαν ἐκπρόσωποι τῆς Κυβερνήσεως καὶ πλῆθος κόσμου. (768, 783, 943, 841)
mellontes-gamoi-title: Μέλλοντες γάμοι (3, 395, 199, 424)
dialysis-heading: Διάλυσις ἀρραβώνων (30, 171, 172, 184)
koinonika-title: Κοινωνικά (3, 78, 199, 118)
bernard-photo-graphic (586, 374, 1127, 757)
cinemas-list-left: ΝΑΠΟΛΙΤΑΝΑ: 511-802. ΠΑΛΛΑΣ: 72.120. ΑΦΡΟΔΙΤΗ: 512.183. ΒΑΣ. ΑΝΕΜΟΜΥΛΟΣ: 46.025. ΕΘΝΙΚΟΝ: 513.104. ΗΛΥΣΙΑ: 514.165. ΝΕΟΝ: 44.246. ΠΑΝΘΕΟΝ: 30.219. ΡΕΞ: 315.101. ΑΣΤΗΡ: 512.558. ΡΟΞΥ: 511.934. (39, 1830, 216, 1887)
cinemas-subtitle: ΣΥΝΕΧΕΙΑ ΕΚ ΤΗΣ 2ας ΣΕΛ. (39, 1815, 187, 1825)
nigiria-kicker: ΦΟΒΟΥΜΕΝΟΙ ΜΕΤΑΦΟΡΑΝ ΟΠΛΩΝ (1137, 1048, 1560, 1067)
radio-subtitle: Θεσσαλονίκης (206, 119, 293, 131)
festival-symmetochi: ΣΥΜΜΕΤΟΧΗ ΝΕΩΝ (1413, 359, 1499, 368)
kideiai-text: Ἐξεμέτρησε τὸ ζῆν σήμερον πλήρης ἡμερῶν, ὁ γνωστὸς συνταξιούχος ΣΤΥΛΙΑΝΟΣ ΑΝΑΣΤΑΣΙΑΔΗΣ. Ἡ κηδεία του θὰ γίνῃ σήμερον ἐκ τοῦ ἱεροῦ ναοῦ Ἁγίου Δημητρίου. ΓΕΩΡΓΙΟΣ ΧΑΤΖΗΣΤΕΦΑΝΙΔΗΣ ἐτῶν 56, θὰ κηδευθῇ σήμερον. ΘΕΜΙΣΤΟΚΛΗΣ ΜΠΑΡΜΠΙΔΗΣ ἐτῶν 65 θὰ κηδευθῇ αὔριον. (206, 1061, 416, 1109)
gallos-text: ΡΩΜΗ, 12 (Ἀσ. Πρές).— Ὁ πρεσβευτὴς τῆς Νιγηρίας εἰς τὴν Ρώμην δήλωσεν ὅτι ἐὰν εἰσβάλουν οἱ Γάλλοι ἡ Νιγηρία θὰ ἀμυνθῇ. Ἡ Γαλλία ἀρνεῖται ὅτι ἀποστέλλει ὅπλα εἰς τὴν Μπιάφρα. (1362, 1933, 1560, 1971)
epithesi-text: ΛΑΡΙΣΑ, 12.— Ἄγνωστος ἐπυροβόλησε χθὲς κατὰ τοῦ νεαροῦ ράπτου Εὐαγγέλου Τσιαμπέρη, 26 ἐτῶν, ἐνῷ οὗτος ἐβάδιζε πρὸς τὴν οἰκίαν του. Ὁ τραυματισθεὶς ἐμεταφέρθη εἰς τὸ νοσοκομεῖον ὅπου ἡ κατάστασίς του κρίνεται σοβαρά. Ἡ ἀστυνομία ἐρευνᾷ διὰ τὴν ἀνακάλυψιν τοῦ δράστου. (423, 138, 578, 207)
nigiria-text-2: ΛΑΓΟΣ, 12. (Ἀσ. Πρές).— Ἡ Νιγηριανὴ Κυβέρνησις ἀπέρριψε τὰς ἐκκλήσεις τοῦ Διεθνοῦς Ἐρυθροῦ Σταυροῦ διὰ τὴν ἀποστολὴν τροφίμων εἰς τὴν Μπιάφρα, φοβουμένη ὅτι μαζὶ μὲ τὰ τρόφιμα θὰ μεταφερθοῦν καὶ ὅπλα. Χιλιάδες ἄνθρωποι ἀπειλοῦνται ἀπὸ τὴν πεῖναν. (1370, 1470, 1556, 1518)
festival-headline: Ἐπελέγησαν αἱ 20 συνθέσεις διὰ τὸ φεστιβάλ τραγουδιοῦ τῆς Εὐθέσεως Θεσσαλονίκης (1144, 107, 1553, 183)
nigiria-text-3: ΛΑΓΟΣ, 12. (Ἀσ. Πρές).— Ἡ Νιγηριανὴ Κυβέρνησις ἀπέρριψε τὰς ἐκκλήσεις τοῦ Διεθνοῦς Ἐρυθροῦ Σταυροῦ διὰ τὴν ἀποστολὴν τροφίμων εἰς τὴν Μπιάφρα, φοβουμένη ὅτι μαζὶ μὲ τὰ τρόφιμα θὰ μεταφερθοῦν καὶ ὅπλα. Χιλιάδες ἄνθρωποι ἀπειλοῦνται ἀπὸ τὴν πεῖναν. (1362, 1578, 1560, 1626)
nato-sub: ΣΗΜΕΡΟΝ ΘΑ ΕΠΙΣΚΕΦΘΗ ΤΟΥΣ ΕΠΙΤΕΛΑΡΧΑΣ (586, 1487, 958, 1506)
proskynites-headline: ΠΟΛΛΟΙ ΠΡΟΣΚΥΝΗΤΑΙ ΕΙΣ ΤΗΝ ΜΟΝΗΝ ΠΑΝΑΓΙΑΣ ΣΟΥΜΕΛΑ (423, 1254, 578, 1293)
bernard-heading-dromous: ΣΤΟΥΣ ΔΡΟΜΟΥΣ (817, 865, 894, 873)
comic-panel-3-art (939, 1684, 1135, 1968)
diakritikon-headline: ΔΙΑΚΡΙΤΙΚΟΝ ΣΗΜΑ ΘΑ ΦΕΡΟΥΝ ΟΙ ΥΠΑΛΛΗΛΟΙ ΤΩΝ ΤΕΛΩΝΕΙΩΝ (423, 1109, 578, 1148)
neoi-epistimones-text: Ἐπὶ δυναστείᾳ τοῦ κ. Χαρ. Παπαδοπούλου μέ τὴν ἀνηψιὰ μας ὁ κ. Δ. Κ. Στεφανόυ, ἐπέτυχε τὴν ἀνάληψιν ἐπιστήμονος. Ὁ νέος ἐπιστήμων εἶναι υἱὸς τοῦ γνωστοῦ ἐμπόρου τῆς πόλεως μας καὶ τῆς κ. Μαρίας Στεφανόυ. ΦΩΤΙΟΣ ΧΑΤΖΗΧΡΗΣΤΟΥ, ΚΩΣΤΑΣ - ΓΙΑΝΝΗΣ. (3, 223, 199, 271)
cinemas-section (39, 1765, 416, 2339)
cinemas-title: ΟΙ ΚΙΝΗΜΑΤΟΓΡΑΦΟΙ (39, 1765, 416, 1811)
radio-program-a-heading: Α' ΠΡΟΓΡΑΜΜΑ (268, 134, 355, 145)
eylogia-text: ΠΑΝΗΓΥΡΙΣ ΙΕΡΟΥ ΝΑΟΥ ΚΟΙΜΗΣΕΩΣ ΘΕΟΤΟΚΟΥ ΠΑΤΡΙΑΡΧΙΚΗΣ ΜΟΝΗΣ ΠΑΝΑΓΙΑΣ ΣΟΥΜΕΛΑ. Αὔριον ὡς καὶ χθὲς ἐορτάζει ὁ ἱερὸς ναὸς. ΠΑΝΗΓΥΡΙΣ ΝΑΟΥ ΝΕΑΣ ΠΑΝΑΓΙΑΣ. Ἑσπερινὸς καὶ λιτανεία τῆς θαυματουργοῦ εἰκόνος. ΠΑΝΗΓΥΡΙΣ ΙΕΡΟΥ ΝΑΟΥ ΚΟΙΜΗΣΕΩΣ ΤΗΣ ΘΕΟΤΟΚΟΥ ΕΙΣ ΧΑΡΙΣΤΗΝ. ΙΕΡΟΣ ΝΑΟΣ ΑΓΙΟΥ ΝΙΚΟΛΑΟΥ. (3, 926, 199, 994)
bernard-banner: ΘΑ ΞΑΝΑΡΘΗ ΕΙΣ ΤΑΣ 8 ΣΕΠΤΕΜΒΡΙΟΥ (586, 335, 1127, 371)
bernard-kicker: Πεντέμισυ ἀξέχαστες ὧρες (679, 57, 1034, 84)
bernard-subhead-2: σὲ ταβέρνα τῆς Πλάκας «Μιὰ καρδιὰ ποὺ χτυπᾶ» (641, 309, 1072, 327)
kyrios-omilitis-heading: ΚΥΡΙΟΣ ΟΜΙΛΗΤΗΣ (1011, 1470, 1096, 1479)
